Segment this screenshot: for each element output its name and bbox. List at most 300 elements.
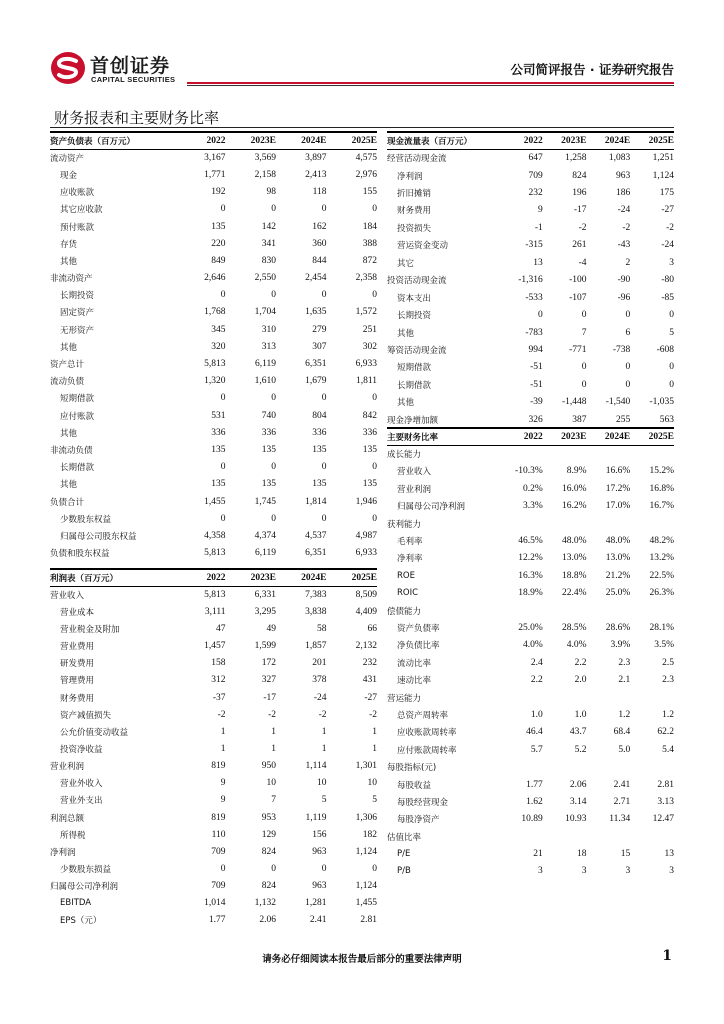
row-label: 短期借款 [60,394,95,405]
cell-value: 142 [261,221,276,232]
table-row [387,376,674,393]
cell-value: 0 [271,290,276,301]
row-label: 归属母公司净利润 [397,502,466,513]
cell-value: 1,745 [254,496,276,507]
column-header: 2022 [499,428,543,445]
cell-value: 0 [220,513,226,524]
cell-value: 1 [372,726,377,737]
cell-value: 0 [669,362,674,373]
table-title: 现金流量表（百万元） [387,132,499,149]
cell-value: 320 [211,341,226,352]
table-row [50,638,377,655]
table-row [387,758,674,775]
cell-value: -37 [212,692,226,703]
cell-value: 98 [266,187,276,198]
row-label: 速动比率 [397,676,432,687]
cell-value: 25.0% [605,588,631,599]
row-label: 负债合计 [50,497,85,508]
row-label: 短期借款 [397,363,432,374]
cell-value: 182 [362,829,377,840]
table-row [387,202,674,219]
cell-value: 0 [220,462,226,473]
cell-value: 2.06 [259,915,276,926]
column-header: 2024E [276,132,327,149]
cell-value: -2 [268,709,276,720]
cell-value: -315 [525,240,543,251]
cell-value: 2,413 [305,169,327,180]
cell-value: -43 [617,240,631,251]
table-row [50,706,377,723]
row-label: 营业利润 [397,484,432,495]
cell-value: 13 [664,849,674,860]
row-label: 长期投资 [397,311,432,322]
cell-value: 135 [211,221,226,232]
cell-value: 155 [362,187,377,198]
row-label: 研发费用 [60,659,95,670]
cell-value: 232 [362,658,377,669]
column-header: 2024E [276,569,327,586]
table-row [387,811,674,828]
cell-value: 10 [266,778,276,789]
table-row [387,394,674,411]
cell-value: 3.3% [522,501,543,512]
cell-value: 849 [211,255,226,266]
table-row [387,619,674,636]
row-label: 投资净收益 [60,744,103,755]
cell-value: 16.3% [518,570,543,581]
column-header: 2025E [327,132,378,149]
cell-value: -608 [656,344,674,355]
table-header-row [387,132,674,149]
cell-value: 824 [261,846,276,857]
table-header-row [50,569,377,586]
cell-value: 0.2% [522,483,543,494]
cell-value: 3.9% [610,640,631,651]
table-row [50,895,377,912]
cell-value: -90 [617,275,631,286]
cell-value: 1,320 [204,376,226,387]
row-label: 净利率 [397,554,423,565]
cell-value: 2.71 [613,796,631,807]
table-row [50,586,377,603]
cell-value: 5.4 [662,744,674,755]
cell-value: 8,509 [355,589,377,600]
cell-value: 10.93 [565,814,587,825]
row-label: 少数股东权益 [60,514,112,525]
table-row [387,724,674,741]
row-label: 营业利润 [50,762,85,773]
section-title: 财务报表和主要财务比率 [54,109,220,127]
table-row [50,740,377,757]
cell-value [499,828,543,845]
row-label: 应付账款 [60,411,95,422]
table-row [387,863,674,880]
cell-value: 1,455 [355,898,377,909]
cell-value: 1,124 [355,846,377,857]
cell-value: 2.2 [574,657,587,668]
cell-value: 0 [271,863,276,874]
row-label: 其他 [397,328,415,339]
cell-value: 7,383 [305,589,327,600]
table-header-row [387,428,674,445]
cell-value [587,689,631,706]
cell-value: 0 [372,204,377,215]
table-row [50,775,377,792]
cell-value: -1 [534,222,543,233]
cell-value: 0 [372,393,377,404]
cell-value: 1,119 [305,812,327,823]
cell-value: 62.2 [657,727,674,738]
row-label: 资产负债率 [397,623,440,634]
header-rule-dark [187,85,674,86]
table-row [50,287,377,304]
cell-value: 0 [271,462,276,473]
row-label: 投资损失 [397,223,432,234]
cell-value: 2.0 [574,675,587,686]
table-row [50,390,377,407]
table-row [50,184,377,201]
cell-value: 1,811 [355,376,377,387]
cell-value: 4,987 [355,530,377,541]
cell-value: 1 [321,726,327,737]
cell-value: 135 [312,444,327,455]
cell-value: -1,316 [518,275,543,286]
cell-value: 1,679 [305,376,327,387]
cell-value: 0 [271,204,276,215]
cell-value: 2 [625,257,631,268]
cell-value: -783 [525,327,543,338]
cell-value [543,602,587,619]
cell-value: 950 [261,761,276,772]
row-label: 财务费用 [397,206,432,217]
row-label: 净负债比率 [397,641,440,652]
row-label: P/B [397,866,411,877]
header-rule [187,82,674,84]
row-label: 长期投资 [60,291,95,302]
cell-value: 3,295 [254,606,276,617]
cell-value: 6,351 [305,359,327,370]
table-row [387,793,674,810]
row-label: 负债和股东权益 [50,549,110,560]
cell-value: 1,014 [204,898,226,909]
cell-value: 49 [266,623,276,634]
row-label: 每股收益 [397,780,432,791]
table-row [387,515,674,532]
cell-value: 1.77 [526,779,543,790]
table-row [50,545,377,562]
cell-value: 118 [312,187,327,198]
cell-value: 431 [362,675,377,686]
row-label: 流动比率 [397,658,432,669]
cell-value: 4.0% [566,640,587,651]
cell-value: 313 [261,341,276,352]
cell-value: 2,976 [355,169,377,180]
cell-value: 2,646 [204,273,226,284]
row-label: 长期借款 [60,463,95,474]
cell-value: 16.8% [649,483,674,494]
cell-value: 0 [372,290,377,301]
balance-sheet-table [50,131,377,562]
row-label: 折旧摊销 [397,189,432,200]
cell-value: 0 [321,204,327,215]
cell-value: 4,575 [355,153,377,164]
cell-value: -51 [530,379,543,390]
cell-value: -771 [569,344,587,355]
cell-value: -1,035 [649,397,674,408]
table-row [50,166,377,183]
row-label: 长期借款 [397,380,432,391]
cell-value: 1,124 [652,170,674,181]
table-row [50,424,377,441]
cell-value: 135 [261,479,276,490]
cell-value: 0 [581,379,587,390]
row-label: 估值比率 [387,832,422,843]
cell-value: -107 [569,292,587,303]
cell-value: 6,351 [305,548,327,559]
cell-value: 17.0% [605,501,631,512]
table-row [387,341,674,358]
cell-value: 162 [312,221,327,232]
cell-value: 16.2% [561,501,587,512]
cell-value [543,758,587,775]
cell-value: 0 [271,393,276,404]
row-label: 营业外支出 [60,796,103,807]
table-row [387,463,674,480]
row-label: 预付账款 [60,222,95,233]
table-row [387,445,674,462]
cell-value: 1 [220,726,226,737]
cell-value: 2,132 [355,641,377,652]
cell-value: 0 [372,513,377,524]
cell-value: -100 [569,275,587,286]
row-label: 非流动资产 [50,274,93,285]
cell-value [499,602,543,619]
cell-value: 3,569 [254,153,276,164]
cell-value: 10.89 [521,814,543,825]
cell-value: 2.41 [613,779,631,790]
cell-value: 336 [261,427,276,438]
cell-value: -24 [313,692,327,703]
row-label: 营业成本 [60,607,95,618]
page-header [50,48,674,88]
cell-value: 48.0% [605,536,631,547]
cell-value: 740 [261,410,276,421]
row-label: ROE [397,570,415,581]
cell-value: 531 [211,410,226,421]
cell-value: 12.47 [652,814,674,825]
table-row [387,184,674,201]
cell-value [543,515,587,532]
cell-value: 336 [211,427,226,438]
cell-value: 6,119 [254,359,276,370]
cell-value: 872 [362,255,377,266]
cell-value: 0 [538,310,543,321]
table-row [387,550,674,567]
cell-value: 135 [362,444,377,455]
cell-value: 310 [261,324,276,335]
row-label: 营运能力 [387,693,422,704]
cell-value: 13.0% [561,553,587,564]
cell-value: 2.1 [618,675,631,686]
cell-value: 5,813 [204,359,226,370]
cell-value: 15.2% [649,466,674,477]
cell-value: 994 [528,344,543,355]
row-label: 营运资金变动 [397,241,449,252]
table-row [387,480,674,497]
row-label: 现金 [60,170,78,181]
table-row [387,237,674,254]
row-label: 其它应收款 [60,205,103,216]
cell-value: 5.2 [574,744,587,755]
cell-value: 18.9% [518,588,543,599]
cell-value: 13.0% [605,553,631,564]
table-row [387,359,674,376]
cell-value [499,758,543,775]
row-label: 资本支出 [397,293,432,304]
cell-value [630,515,674,532]
cell-value: -2 [578,222,587,233]
cell-value: 251 [362,324,377,335]
cell-value: 135 [362,479,377,490]
cell-value: 0 [625,362,631,373]
cell-value: 1,455 [204,496,226,507]
table-row [387,828,674,845]
table-row [387,585,674,602]
cell-value: 1,704 [254,307,276,318]
cell-value: 0 [220,863,226,874]
cell-value: 279 [312,324,327,335]
cell-value: 1.0 [574,709,587,720]
cell-value: 1.2 [662,709,674,720]
table-row [50,373,377,390]
cell-value: 5 [321,795,327,806]
cell-value: 345 [211,324,226,335]
cell-value: -24 [661,240,674,251]
cell-value: 21 [533,849,543,860]
cell-value: 1.77 [208,915,226,926]
cell-value: 232 [528,188,543,199]
row-label: 每股指标(元) [387,763,437,774]
row-label: 其它 [397,258,415,269]
cell-value: 201 [312,658,327,669]
cell-value: 2.4 [530,657,543,668]
column-header: 2023E [226,569,277,586]
cell-value: 12.2% [518,553,543,564]
cell-value: 28.6% [605,622,631,633]
row-label: 归属母公司股东权益 [60,531,137,542]
cell-value: 563 [659,414,674,425]
table-row [50,603,377,620]
cell-value: -17 [573,205,587,216]
cell-value: 255 [616,414,631,425]
row-label: 管理费用 [60,676,95,687]
cell-value: 184 [362,221,377,232]
row-label: 现金净增加额 [387,415,439,426]
table-row [50,527,377,544]
cell-value: 1,635 [305,307,327,318]
cell-value: 963 [616,170,631,181]
cell-value: 709 [211,846,226,857]
table-row [50,689,377,706]
cell-value: 3.13 [657,796,674,807]
cell-value: 135 [312,479,327,490]
cell-value: 647 [528,153,543,164]
cell-value: 1,281 [305,898,327,909]
cell-value: 1.0 [530,709,543,720]
cell-value: 0 [669,379,674,390]
cell-value: -17 [263,692,276,703]
table-row [50,407,377,424]
table-row [387,706,674,723]
cell-value: 1 [271,743,276,754]
logo-text-en: CAPITAL SECURITIES [91,75,176,84]
row-label: 无形资产 [60,325,95,336]
cell-value [543,689,587,706]
cell-value: 9 [220,778,226,789]
cell-value: 0 [625,379,631,390]
row-label: 其他 [60,256,78,267]
row-label: 营业费用 [60,642,95,653]
report-type: 公司简评报告 · 证券研究报告 [510,62,674,77]
cell-value: 175 [659,188,674,199]
cell-value: 0 [321,513,327,524]
cell-value: 135 [211,479,226,490]
table-row [387,219,674,236]
cell-value: 9 [220,795,226,806]
column-header: 2022 [175,132,226,149]
cell-value [587,515,631,532]
cell-value: 387 [572,414,587,425]
cell-value: 3,167 [204,153,226,164]
column-header: 2025E [630,132,674,149]
column-header: 2023E [226,132,277,149]
cell-value: 3.14 [569,796,587,807]
row-label: ROIC [397,588,419,599]
cell-value: 1,599 [254,641,276,652]
cell-value: 0 [669,310,674,321]
cell-value: 709 [528,170,543,181]
row-label: 获利能力 [387,519,422,530]
cell-value: 4,358 [204,530,226,541]
cell-value [543,828,587,845]
cell-value: 824 [572,170,587,181]
row-label: 资产减值损失 [60,710,112,721]
table-row [50,672,377,689]
column-header: 2022 [499,132,543,149]
cell-value: 1,457 [204,641,226,652]
table-row [387,637,674,654]
cell-value: -24 [617,205,631,216]
column-header: 2024E [587,132,631,149]
cell-value: 17.2% [605,483,631,494]
cell-value [543,445,587,462]
cell-value: -2 [666,222,674,233]
table-row [50,270,377,287]
cell-value: 0 [581,362,587,373]
cell-value: 0 [581,310,587,321]
row-label: 应收账款 [60,188,95,199]
cell-value: -2 [318,709,327,720]
row-label: 营业外收入 [60,779,103,790]
cell-value: 7 [271,795,276,806]
row-label: 每股经营现金 [397,797,449,808]
cell-value: 43.7 [569,727,587,738]
cell-value: 6,933 [355,548,377,559]
cell-value: 261 [572,240,587,251]
cell-value: 3 [669,257,674,268]
cell-value: 1,946 [355,496,377,507]
row-label: EBITDA [60,898,92,909]
